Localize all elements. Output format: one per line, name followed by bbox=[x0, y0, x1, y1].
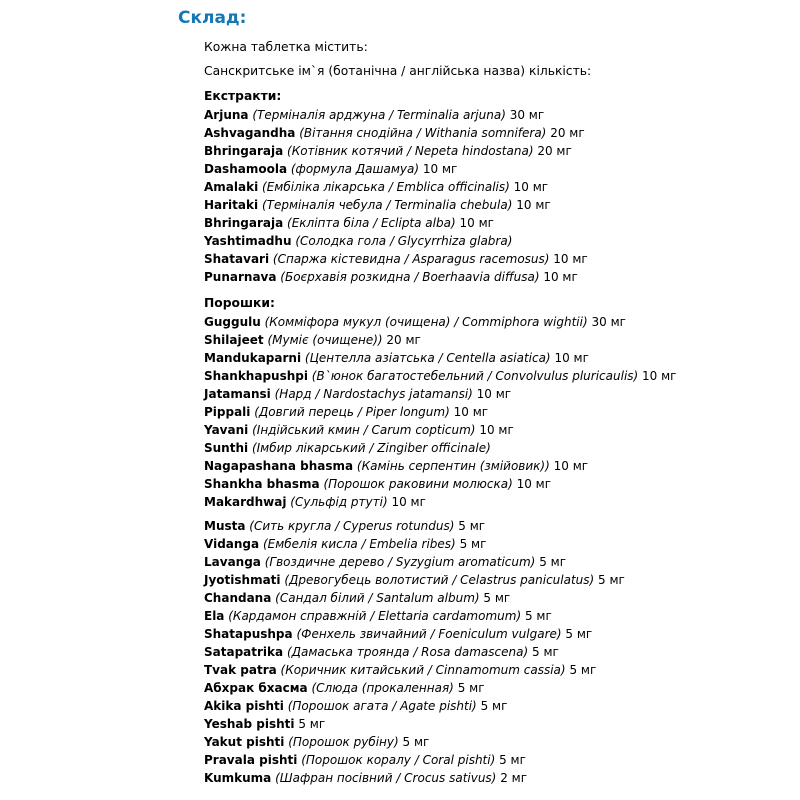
ingredient-amount: 30 мг bbox=[509, 108, 545, 122]
ingredient-detail: (Фенхель звичайний / Foeniculum vulgare) bbox=[296, 627, 562, 641]
ingredient-detail: (Сить кругла / Cyperus rotundus) bbox=[249, 519, 455, 533]
intro-line-tablet-contains: Кожна таблетка містить: bbox=[204, 40, 368, 54]
ingredient-name: Mandukaparni bbox=[204, 351, 302, 365]
ingredient-name: Akika pishti bbox=[204, 699, 284, 713]
ingredient-name: Yeshab pishti bbox=[204, 717, 295, 731]
ingredient-name: Shilajeet bbox=[204, 333, 264, 347]
ingredient-name: Shankha bhasma bbox=[204, 477, 320, 491]
ingredient-detail: (Камінь серпентин (змійовик)) bbox=[356, 459, 550, 473]
ingredient-row bbox=[204, 625, 800, 643]
ingredient-detail: (Дамаська троянда / Rosa damascena) bbox=[286, 645, 529, 659]
ingredient-row bbox=[204, 178, 800, 196]
ingredient-amount: 5 мг bbox=[480, 699, 508, 713]
ingredient-detail: (Вітання снодійна / Withania somnifera) bbox=[299, 126, 547, 140]
ingredient-amount: 5 мг bbox=[539, 555, 566, 569]
ingredient-detail: (Ембелія кисла / Embelia ribes) bbox=[262, 537, 456, 551]
ingredient-detail: (Сульфід ртуті) bbox=[290, 495, 388, 509]
ingredient-name: Vidanga bbox=[204, 537, 260, 551]
ingredient-amount: 10 мг bbox=[479, 423, 514, 437]
ingredient-name: Dashamoola bbox=[204, 162, 288, 176]
ingredient-row bbox=[204, 106, 800, 124]
ingredient-detail: (Муміє (очищене)) bbox=[267, 333, 383, 347]
ingredient-row bbox=[204, 553, 800, 571]
ingredient-amount: 5 мг bbox=[402, 735, 430, 749]
ingredient-detail: (Боєрхавія розкидна / Boerhaavia diffusa) bbox=[280, 270, 540, 284]
ingredient-name: Amalaki bbox=[204, 180, 259, 194]
ingredient-detail: (Коричник китайський / Cinnamomum cassia) bbox=[280, 663, 566, 677]
ingredient-row bbox=[204, 439, 800, 457]
ingredient-detail: (Порошок рубіну) bbox=[288, 735, 399, 749]
ingredient-name: Tvak patra bbox=[204, 663, 277, 677]
ingredient-row bbox=[204, 589, 800, 607]
ingredient-row bbox=[204, 661, 800, 679]
ingredient-amount: 10 мг bbox=[459, 216, 494, 230]
ingredient-row bbox=[204, 160, 800, 178]
ingredient-name: Bhringaraja bbox=[204, 216, 284, 230]
ingredient-row bbox=[204, 715, 800, 733]
ingredient-amount: 2 мг bbox=[500, 771, 528, 785]
ingredient-amount: 5 мг bbox=[457, 681, 485, 695]
ingredient-amount: 5 мг bbox=[598, 573, 625, 587]
ingredient-name: Абхрак бхасма bbox=[204, 681, 308, 695]
ingredient-detail: (Екліпта біла / Eclipta alba) bbox=[287, 216, 456, 230]
ingredient-row bbox=[204, 403, 800, 421]
ingredient-row bbox=[204, 142, 800, 160]
ingredient-detail: (Нард / Nardostachys jatamansi) bbox=[274, 387, 473, 401]
ingredient-amount: 10 мг bbox=[422, 162, 458, 176]
ingredient-row bbox=[204, 535, 800, 553]
ingredient-detail: (Древогубець волотистий / Celastrus paniculatus) bbox=[284, 573, 595, 587]
ingredient-detail: (Сандал білий / Santalum album) bbox=[275, 591, 480, 605]
ingredient-amount: 10 мг bbox=[642, 369, 677, 383]
intro-line-naming-scheme: Санскритське ім`я (ботанічна / англійська назва) кількість: bbox=[204, 64, 592, 78]
ingredient-row bbox=[204, 385, 800, 403]
ingredient-name: Musta bbox=[204, 519, 246, 533]
ingredient-row bbox=[204, 607, 800, 625]
ingredient-row bbox=[204, 196, 800, 214]
ingredient-name: Kumkuma bbox=[204, 771, 272, 785]
ingredient-amount: 10 мг bbox=[391, 495, 426, 509]
ingredient-row bbox=[204, 571, 800, 589]
ingredient-detail: (Комміфора мукул (очищена) / Commiphora wightii) bbox=[264, 315, 588, 329]
ingredient-name: Punarnava bbox=[204, 270, 277, 284]
ingredient-detail: (Спаржа кістевидна / Asparagus racemosus) bbox=[272, 252, 550, 266]
ingredient-amount: 10 мг bbox=[513, 180, 549, 194]
composition-content bbox=[178, 40, 800, 787]
ingredient-row bbox=[204, 124, 800, 142]
ingredient-name: Yashtimadhu bbox=[204, 234, 292, 248]
ingredient-row bbox=[204, 232, 800, 250]
ingredient-row bbox=[204, 643, 800, 661]
ingredient-row bbox=[204, 769, 800, 787]
ingredient-amount: 10 мг bbox=[516, 477, 552, 491]
ingredient-row bbox=[204, 517, 800, 535]
ingredient-detail: (Порошок агата / Agate pishti) bbox=[287, 699, 477, 713]
ingredient-name: Pravala pishti bbox=[204, 753, 298, 767]
ingredient-amount: 10 мг bbox=[553, 252, 588, 266]
ingredient-amount: 10 мг bbox=[453, 405, 489, 419]
ingredient-name: Yavani bbox=[204, 423, 249, 437]
ingredient-name: Nagapashana bhasma bbox=[204, 459, 354, 473]
ingredient-row bbox=[204, 421, 800, 439]
ingredient-name: Yakut pishti bbox=[204, 735, 285, 749]
ingredient-detail: (Імбир лікарський / Zingiber officinale) bbox=[251, 441, 491, 455]
ingredient-group bbox=[204, 517, 800, 787]
ingredient-detail: (Шафран посівний / Crocus sativus) bbox=[275, 771, 497, 785]
ingredient-amount: 5 мг bbox=[565, 627, 593, 641]
ingredient-name: Arjuna bbox=[204, 108, 249, 122]
ingredient-amount: 10 мг bbox=[476, 387, 512, 401]
ingredient-amount: 5 мг bbox=[483, 591, 511, 605]
ingredient-amount: 30 мг bbox=[591, 315, 626, 329]
ingredient-detail: (Котівник котячий / Nepeta hindostana) bbox=[287, 144, 534, 158]
ingredient-amount: 20 мг bbox=[537, 144, 572, 158]
ingredient-name: Pippali bbox=[204, 405, 251, 419]
ingredient-amount: 5 мг bbox=[499, 753, 526, 767]
ingredient-amount: 20 мг bbox=[386, 333, 421, 347]
ingredient-amount: 10 мг bbox=[553, 459, 589, 473]
ingredient-row bbox=[204, 751, 800, 769]
ingredient-group bbox=[204, 313, 800, 511]
ingredient-amount: 20 мг bbox=[550, 126, 585, 140]
ingredient-amount: 10 мг bbox=[516, 198, 551, 212]
ingredient-row bbox=[204, 331, 800, 349]
ingredient-detail: (Кардамон справжній / Elettaria cardamomum) bbox=[228, 609, 522, 623]
ingredient-group bbox=[204, 106, 800, 286]
ingredient-amount: 10 мг bbox=[554, 351, 589, 365]
ingredient-row bbox=[204, 457, 800, 475]
ingredient-row bbox=[204, 349, 800, 367]
ingredient-row bbox=[204, 697, 800, 715]
ingredient-amount: 5 мг bbox=[569, 663, 597, 677]
ingredient-name: Makardhwaj bbox=[204, 495, 287, 509]
ingredient-detail: (Терміналія чебула / Terminalia chebula) bbox=[261, 198, 513, 212]
ingredient-detail: (Центелла азіатська / Centella asiatica) bbox=[304, 351, 551, 365]
ingredient-name: Bhringaraja bbox=[204, 144, 284, 158]
ingredient-detail: (Порошок коралу / Coral pishti) bbox=[301, 753, 496, 767]
ingredient-detail: (Ембіліка лікарська / Emblica officinalis) bbox=[262, 180, 510, 194]
ingredient-row bbox=[204, 733, 800, 751]
ingredient-row bbox=[204, 367, 800, 385]
ingredient-name: Jatamansi bbox=[204, 387, 271, 401]
ingredient-detail: (Солодка гола / Glycyrrhiza glabra) bbox=[295, 234, 513, 248]
ingredient-row bbox=[204, 475, 800, 493]
ingredient-name: Shatapushpa bbox=[204, 627, 293, 641]
ingredient-detail: (Терміналія арджуна / Terminalia arjuna) bbox=[252, 108, 506, 122]
ingredient-detail: (В`юнок багатостебельний / Convolvulus pluricaulis) bbox=[311, 369, 639, 383]
ingredient-name: Guggulu bbox=[204, 315, 261, 329]
ingredient-detail: (Довгий перець / Piper longum) bbox=[254, 405, 450, 419]
ingredient-name: Shatavari bbox=[204, 252, 270, 266]
ingredient-row bbox=[204, 313, 800, 331]
ingredient-amount: 5 мг bbox=[458, 519, 486, 533]
ingredient-detail: (Слюда (прокаленная) bbox=[311, 681, 454, 695]
ingredient-name: Satapatrika bbox=[204, 645, 284, 659]
section-heading: Порошки: bbox=[204, 296, 275, 310]
ingredient-row bbox=[204, 679, 800, 697]
ingredient-amount: 10 мг bbox=[543, 270, 578, 284]
ingredient-name: Sunthi bbox=[204, 441, 249, 455]
ingredient-amount: 5 мг bbox=[524, 609, 552, 623]
ingredient-name: Shankhapushpi bbox=[204, 369, 308, 383]
ingredient-name: Ashvagandha bbox=[204, 126, 296, 140]
ingredient-detail: (Порошок раковини молюска) bbox=[323, 477, 513, 491]
ingredient-detail: (формула Дашамуа) bbox=[290, 162, 420, 176]
ingredient-name: Lavanga bbox=[204, 555, 261, 569]
ingredient-name: Chandana bbox=[204, 591, 272, 605]
ingredient-detail: (Індійський кмин / Carum copticum) bbox=[252, 423, 476, 437]
ingredient-amount: 5 мг bbox=[459, 537, 487, 551]
ingredient-row bbox=[204, 214, 800, 232]
ingredient-sections bbox=[204, 89, 800, 787]
ingredient-detail: (Гвоздичне дерево / Syzygium aromaticum) bbox=[264, 555, 536, 569]
page-title: Склад: bbox=[178, 8, 247, 28]
ingredient-amount: 5 мг bbox=[298, 717, 326, 731]
section-heading: Екстракти: bbox=[204, 89, 282, 103]
ingredient-amount: 5 мг bbox=[532, 645, 559, 659]
ingredient-row bbox=[204, 268, 800, 286]
ingredient-row bbox=[204, 250, 800, 268]
ingredient-name: Haritaki bbox=[204, 198, 259, 212]
ingredient-row bbox=[204, 493, 800, 511]
ingredient-name: Jyotishmati bbox=[204, 573, 281, 587]
ingredient-name: Ela bbox=[204, 609, 225, 623]
